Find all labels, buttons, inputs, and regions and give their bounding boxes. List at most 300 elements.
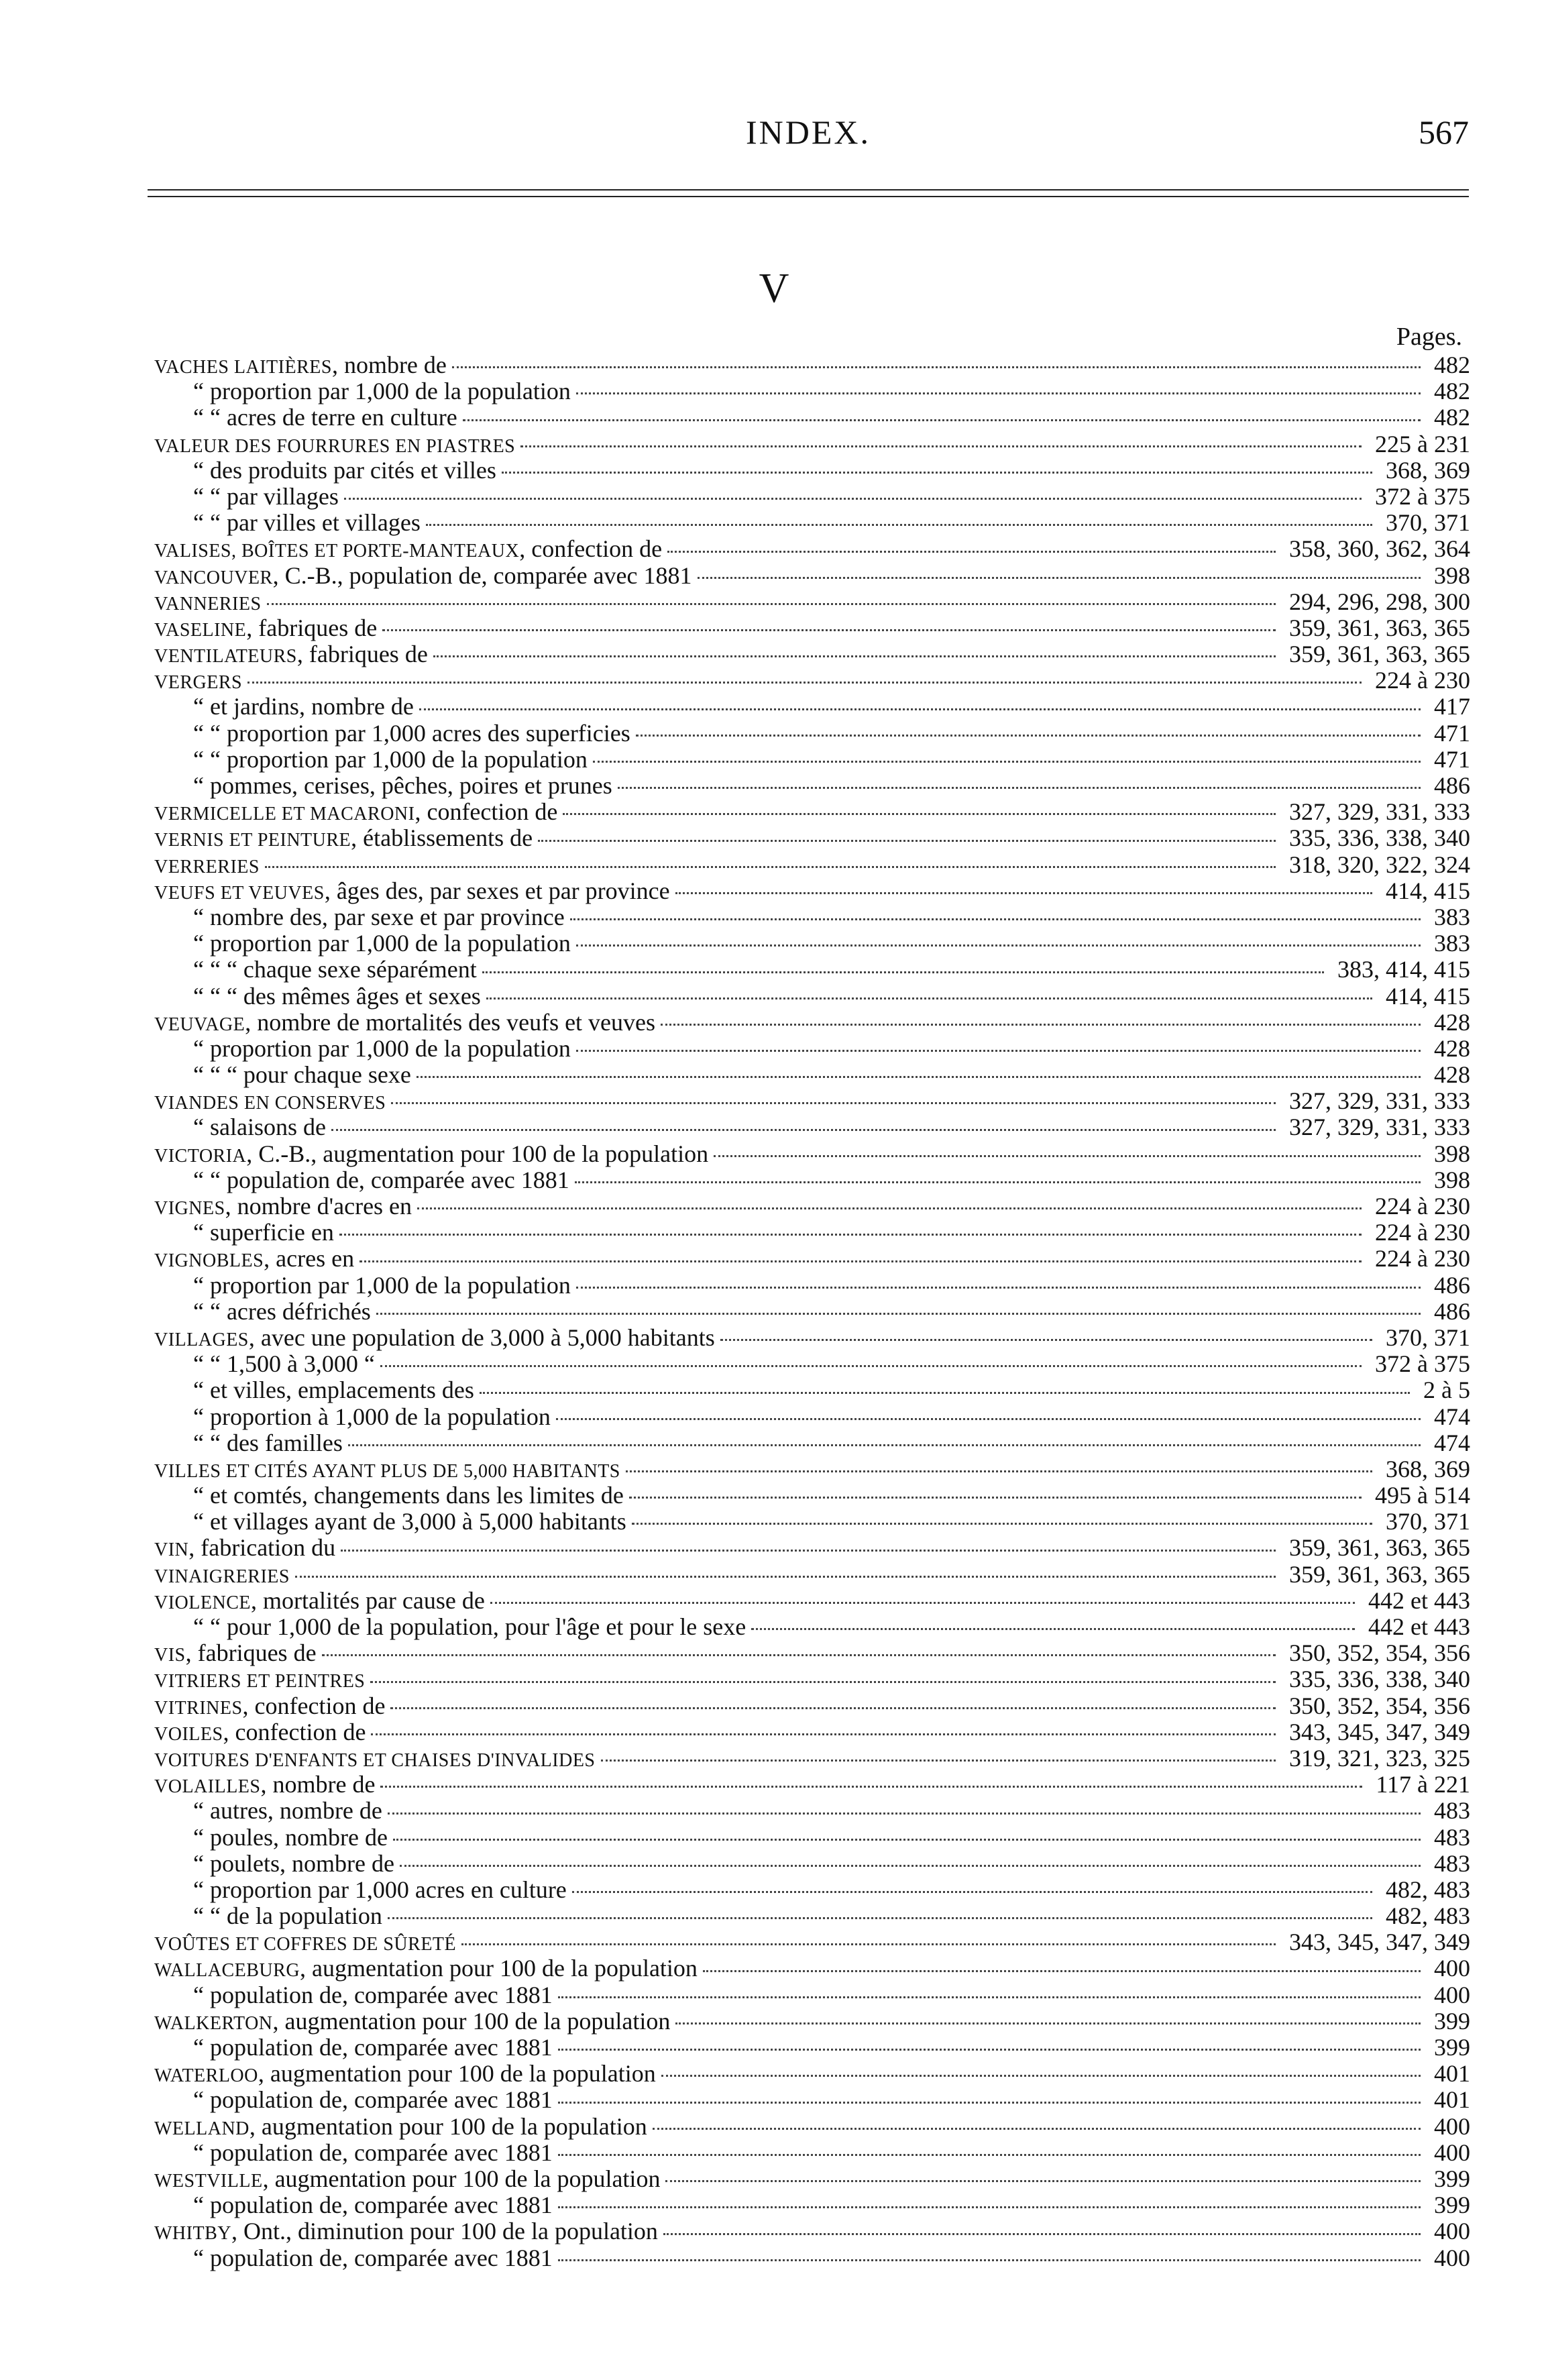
entry-label (154, 1587, 485, 1614)
entry-text: “ population de, comparée avec 1881 (193, 2034, 553, 2061)
entry-label (154, 1508, 626, 1535)
entry-label (154, 1824, 388, 1851)
entry-label (154, 431, 515, 457)
entry-label (154, 588, 262, 615)
dot-leader (629, 1497, 1362, 1499)
index-entry (154, 1456, 1470, 1482)
entry-text: “ population de, comparée avec 1881 (193, 1981, 553, 2008)
dot-leader (382, 629, 1276, 631)
dot-leader (636, 735, 1421, 737)
dot-leader (388, 1813, 1421, 1815)
dot-leader (417, 1207, 1362, 1209)
dot-leader (502, 472, 1372, 474)
entry-pages: 327, 329, 331, 333 (1285, 1114, 1470, 1140)
entry-pages: 483 (1430, 1825, 1470, 1851)
index-entry (154, 2087, 1470, 2113)
dot-leader (563, 813, 1276, 815)
entry-label (154, 851, 260, 878)
entry-text: , fabriques de (185, 1639, 317, 1667)
dot-leader (380, 1786, 1362, 1788)
entry-label (154, 1193, 412, 1220)
index-entry (154, 378, 1470, 404)
dot-leader (626, 1470, 1372, 1472)
entry-label (154, 2113, 647, 2140)
entry-label (154, 535, 662, 562)
entry-heading: VIS (154, 1645, 186, 1666)
entry-label (154, 2034, 553, 2061)
entry-text: , nombre de (331, 351, 447, 378)
index-entry (154, 1246, 1470, 1272)
entry-text: , nombre d'acres en (225, 1193, 412, 1220)
entry-text: , augmentation pour 100 de la population (249, 2112, 647, 2140)
index-entry (154, 510, 1470, 536)
entry-text: “ “ par villes et villages (193, 509, 421, 537)
entry-label (154, 2165, 660, 2192)
entry-text: “ et jardins, nombre de (193, 693, 414, 720)
entry-label (154, 1876, 567, 1903)
entry-label (154, 983, 481, 1010)
entry-pages: 398 (1430, 1141, 1470, 1167)
entry-pages: 343, 345, 347, 349 (1285, 1929, 1470, 1955)
entry-text: , nombre de mortalités des veufs et veuves (245, 1008, 656, 1036)
dot-leader (576, 1287, 1421, 1289)
entry-label (154, 1719, 366, 1745)
entry-pages: 327, 329, 331, 333 (1285, 1088, 1470, 1114)
entry-text: “ “ “ chaque sexe séparément (193, 956, 477, 983)
entry-text: “ “ population de, comparée avec 1881 (193, 1166, 569, 1193)
entry-text: , augmentation pour 100 de la population (300, 1955, 698, 1982)
index-entry (154, 431, 1470, 457)
index-entry (154, 2035, 1470, 2061)
index-entry (154, 615, 1470, 641)
entry-label (154, 641, 428, 667)
entry-text: , confection de (223, 1718, 366, 1745)
entry-label (154, 1167, 569, 1193)
dot-leader (390, 1707, 1276, 1709)
entry-heading: VICTORIA (154, 1145, 247, 1167)
index-entry (154, 484, 1470, 510)
entry-text: , confection de (519, 535, 663, 563)
index-entry (154, 1666, 1470, 1692)
dot-leader (482, 971, 1324, 973)
entry-label (154, 772, 612, 799)
entry-heading: VALEUR DES FOURRURES EN PIASTRES (154, 435, 516, 457)
index-entry (154, 1088, 1470, 1114)
entry-pages: 358, 360, 362, 364 (1285, 536, 1470, 562)
pages-column-heading: Pages. (1396, 323, 1462, 351)
index-entry (154, 852, 1470, 878)
entry-label (154, 1982, 553, 2008)
dot-leader (341, 1550, 1276, 1552)
index-entry (154, 957, 1470, 983)
entry-text: “ et villes, emplacements des (193, 1376, 474, 1404)
entry-label (154, 2218, 658, 2244)
entry-label (154, 1061, 411, 1088)
entry-label (154, 457, 496, 484)
index-entry (154, 825, 1470, 851)
entry-label (154, 1534, 335, 1561)
index-entry (154, 694, 1470, 720)
index-entry (154, 1851, 1470, 1877)
entry-text: , confection de (242, 1692, 386, 1719)
entry-pages: 370, 371 (1382, 1509, 1470, 1535)
entry-pages: 486 (1430, 773, 1470, 799)
index-entry (154, 2061, 1470, 2087)
entry-text: “ proportion à 1,000 de la population (193, 1403, 551, 1430)
entry-label (154, 1639, 317, 1666)
entry-heading: VOITURES D'ENFANTS ET CHAISES D'INVALIDES (154, 1749, 596, 1771)
entry-text: , C.-B., augmentation pour 100 de la population (246, 1140, 709, 1167)
index-entry (154, 747, 1470, 773)
entry-heading: VITRIERS ET PEINTRES (154, 1671, 366, 1692)
index-entry (154, 1299, 1470, 1325)
dot-leader (370, 1681, 1276, 1683)
dot-leader (463, 419, 1421, 421)
index-entry (154, 799, 1470, 825)
entry-label (154, 1087, 386, 1114)
dot-leader (558, 2206, 1421, 2208)
index-entry (154, 2166, 1470, 2192)
dot-leader (653, 2128, 1421, 2130)
entry-pages: 400 (1430, 2218, 1470, 2244)
dot-leader (490, 1602, 1355, 1604)
dot-leader (295, 1576, 1276, 1578)
dot-leader (632, 1523, 1372, 1525)
entry-label (154, 351, 447, 378)
entry-label (154, 956, 477, 983)
entry-label (154, 1009, 655, 1036)
entry-pages: 224 à 230 (1371, 667, 1470, 694)
index-entry (154, 2218, 1470, 2244)
index-entry (154, 878, 1470, 904)
entry-heading: VITRINES (154, 1697, 243, 1719)
entry-pages: 383 (1430, 904, 1470, 930)
dot-leader (570, 918, 1421, 920)
index-entry (154, 930, 1470, 957)
dot-leader (667, 551, 1276, 553)
index-entry (154, 641, 1470, 667)
entry-label (154, 667, 242, 694)
entry-label (154, 1745, 596, 1772)
dot-leader (417, 1076, 1421, 1078)
entry-label (154, 1219, 334, 1246)
dot-leader (661, 2075, 1421, 2077)
dot-leader (265, 866, 1276, 868)
dot-leader (452, 366, 1421, 368)
entry-text: “ “ 1,500 à 3,000 “ (193, 1350, 375, 1378)
index-entry (154, 1562, 1470, 1588)
index-entry (154, 1614, 1470, 1640)
entry-text: “ “ de la population (193, 1902, 382, 1930)
entry-pages: 474 (1430, 1404, 1470, 1430)
entry-pages: 224 à 230 (1371, 1246, 1470, 1272)
entry-pages: 442 et 443 (1364, 1588, 1470, 1614)
entry-pages: 399 (1430, 2008, 1470, 2035)
dot-leader (703, 1970, 1421, 1972)
dot-leader (575, 1181, 1421, 1183)
entry-pages: 225 à 231 (1371, 431, 1470, 457)
entry-pages: 482 (1430, 404, 1470, 431)
index-entry (154, 1114, 1470, 1140)
entry-text: “ et villages ayant de 3,000 à 5,000 habitants (193, 1508, 626, 1535)
index-entry (154, 1273, 1470, 1299)
dot-leader (572, 1891, 1372, 1893)
entry-pages: 383 (1430, 930, 1470, 957)
dot-leader (480, 1392, 1410, 1394)
dot-leader (344, 498, 1362, 500)
entry-label (154, 404, 457, 431)
entry-pages: 359, 361, 363, 365 (1285, 641, 1470, 667)
entry-heading: VOILES (154, 1723, 223, 1745)
entry-pages: 335, 336, 338, 340 (1285, 1666, 1470, 1692)
entry-pages: 400 (1430, 1955, 1470, 1982)
entry-label (154, 746, 588, 773)
entry-text: “ proportion par 1,000 de la population (193, 1034, 571, 1062)
entry-label (154, 2060, 656, 2087)
index-entry (154, 904, 1470, 930)
entry-pages: 399 (1430, 2192, 1470, 2218)
entry-pages: 400 (1430, 2140, 1470, 2166)
entry-text: “ “ “ des mêmes âges et sexes (193, 982, 481, 1010)
entry-heading: VERGERS (154, 672, 243, 694)
entry-text: “ et comtés, changements dans les limites de (193, 1482, 624, 1509)
entry-text: “ “ pour 1,000 de la population, pour l'âge et pour le sexe (193, 1613, 747, 1640)
entry-text: “ nombre des, par sexe et par province (193, 903, 565, 930)
entry-heading: VILLAGES (154, 1329, 249, 1350)
entry-label (154, 614, 377, 641)
entry-label (154, 2139, 553, 2166)
index-entry (154, 1351, 1470, 1377)
dot-leader (576, 392, 1421, 394)
index-entry (154, 1325, 1470, 1351)
entry-pages: 399 (1430, 2035, 1470, 2061)
index-entry (154, 1535, 1470, 1561)
entry-text: , augmentation pour 100 de la population (262, 2165, 661, 2192)
index-entry (154, 1062, 1470, 1088)
entry-heading: VACHES LAITIÈRES (154, 357, 332, 378)
entry-heading: WATERLOO (154, 2065, 258, 2087)
dot-leader (348, 1444, 1421, 1446)
dot-leader (520, 445, 1362, 447)
index-entry (154, 1588, 1470, 1614)
index-entry (154, 1167, 1470, 1193)
entry-heading: VILLES ET CITÉS AYANT PLUS DE 5,000 HABITANTS (154, 1460, 620, 1482)
index-entry (154, 1640, 1470, 1666)
entry-heading: VERMICELLE ET MACARONI (154, 804, 415, 825)
double-rule-divider (148, 189, 1469, 197)
entry-pages: 414, 415 (1382, 983, 1470, 1010)
page-number: 567 (1419, 113, 1469, 151)
entry-heading: VEUFS ET VEUVES (154, 882, 325, 904)
entry-heading: VIOLENCE (154, 1592, 251, 1613)
entry-heading: VIANDES EN CONSERVES (154, 1093, 386, 1114)
entry-pages: 483 (1430, 1851, 1470, 1877)
entry-pages: 474 (1430, 1430, 1470, 1456)
dot-leader (558, 2049, 1421, 2051)
entry-pages: 486 (1430, 1299, 1470, 1325)
entry-text: , établissements de (351, 824, 533, 852)
entry-heading: VEUVAGE (154, 1014, 245, 1035)
entry-label (154, 1929, 456, 1955)
entry-text: “ proportion par 1,000 de la population (193, 378, 571, 405)
entry-pages: 335, 336, 338, 340 (1285, 825, 1470, 851)
entry-pages: 368, 369 (1382, 457, 1470, 484)
index-entry (154, 2245, 1470, 2271)
entry-text: , confection de (414, 798, 558, 826)
entry-label (154, 1114, 326, 1140)
entry-pages: 428 (1430, 1036, 1470, 1062)
entry-text: , mortalités par cause de (250, 1586, 485, 1614)
entry-pages: 428 (1430, 1010, 1470, 1036)
entry-label (154, 1850, 394, 1877)
dot-leader (601, 1760, 1276, 1762)
entry-label (154, 904, 565, 930)
entry-pages: 294, 296, 298, 300 (1285, 589, 1470, 615)
entry-pages: 482, 483 (1382, 1877, 1470, 1903)
index-entry (154, 1482, 1470, 1509)
index-entry (154, 563, 1470, 589)
dot-leader (339, 1234, 1362, 1236)
entry-text: , âges des, par sexes et par province (324, 877, 670, 904)
entry-heading: WELLAND (154, 2118, 250, 2139)
dot-leader (461, 1943, 1276, 1945)
dot-leader (247, 682, 1362, 684)
entry-pages: 399 (1430, 2166, 1470, 2192)
entry-label (154, 378, 571, 404)
entry-label (154, 1456, 620, 1482)
dot-leader (698, 577, 1421, 579)
entry-text: “ population de, comparée avec 1881 (193, 2086, 553, 2114)
entry-text: , augmentation pour 100 de la population (258, 2060, 656, 2088)
index-entry (154, 1772, 1470, 1798)
entry-text: “ proportion par 1,000 de la population (193, 930, 571, 957)
entry-label (154, 1482, 624, 1509)
dot-leader (663, 2233, 1421, 2235)
index-entry (154, 1377, 1470, 1403)
dot-leader (360, 1260, 1362, 1262)
index-entry (154, 1404, 1470, 1430)
entry-heading: WHITBY (154, 2223, 231, 2244)
entry-heading: WALKERTON (154, 2012, 273, 2034)
index-entry (154, 1193, 1470, 1220)
entry-text: “ salaisons de (193, 1114, 326, 1141)
entry-label (154, 1429, 343, 1456)
index-entry (154, 1798, 1470, 1824)
dot-leader (675, 892, 1372, 894)
dot-leader (576, 944, 1421, 946)
dot-leader (391, 1102, 1276, 1104)
entry-label (154, 1613, 746, 1640)
entry-pages: 398 (1430, 1167, 1470, 1193)
entry-label (154, 1350, 375, 1377)
entry-label (154, 2244, 553, 2271)
index-entry (154, 667, 1470, 694)
entry-pages: 383, 414, 415 (1333, 957, 1470, 983)
entry-pages: 486 (1430, 1273, 1470, 1299)
dot-leader (331, 1129, 1276, 1131)
entry-text: “ “ “ pour chaque sexe (193, 1061, 411, 1089)
entry-label (154, 1902, 382, 1929)
index-entry (154, 1430, 1470, 1456)
entry-pages: 368, 369 (1382, 1456, 1470, 1482)
index-entry (154, 1141, 1470, 1167)
entry-pages: 398 (1430, 563, 1470, 589)
entry-pages: 483 (1430, 1798, 1470, 1824)
entry-label (154, 2086, 553, 2113)
entry-label (154, 1298, 371, 1325)
entry-heading: WALLACEBURG (154, 1960, 300, 1982)
entry-label (154, 1140, 708, 1167)
entry-pages: 442 et 443 (1364, 1614, 1470, 1640)
index-entry (154, 457, 1470, 484)
entry-label (154, 720, 630, 747)
entry-label (154, 824, 533, 851)
index-entry (154, 589, 1470, 615)
index-entry (154, 536, 1470, 562)
entry-label (154, 1272, 571, 1299)
entry-pages: 495 à 514 (1371, 1482, 1470, 1509)
entry-pages: 471 (1430, 720, 1470, 747)
entry-pages: 482, 483 (1382, 1903, 1470, 1929)
entry-label (154, 798, 557, 825)
entry-text: “ “ par villages (193, 482, 339, 510)
entry-heading: WESTVILLE (154, 2170, 263, 2192)
entry-label (154, 1692, 385, 1719)
entry-pages: 2 à 5 (1419, 1377, 1470, 1403)
dot-leader (380, 1365, 1362, 1367)
index-entry (154, 1220, 1470, 1246)
entry-pages: 482 (1430, 378, 1470, 404)
entry-pages: 417 (1430, 694, 1470, 720)
entry-heading: VERRERIES (154, 856, 260, 877)
entry-pages: 359, 361, 363, 365 (1285, 1562, 1470, 1588)
dot-leader (720, 1339, 1372, 1341)
index-entry (154, 1955, 1470, 1982)
entry-text: , fabriques de (296, 641, 428, 668)
dot-leader (433, 655, 1276, 657)
entry-label (154, 1245, 354, 1272)
entry-label (154, 1561, 290, 1588)
index-entry (154, 1929, 1470, 1955)
index-entry (154, 1745, 1470, 1772)
entry-heading: VINAIGRERIES (154, 1566, 290, 1587)
entry-text: “ “ proportion par 1,000 de la population (193, 745, 588, 773)
entry-label (154, 930, 571, 957)
dot-leader (400, 1865, 1421, 1867)
index-entry (154, 352, 1470, 378)
entry-pages: 401 (1430, 2087, 1470, 2113)
index-entry (154, 1903, 1470, 1929)
dot-leader (675, 2022, 1421, 2024)
entry-text: “ proportion par 1,000 de la population (193, 1271, 571, 1299)
entry-text: , avec une population de 3,000 à 5,000 habitants (248, 1323, 715, 1351)
index-entries (154, 352, 1470, 2271)
entry-pages: 350, 352, 354, 356 (1285, 1640, 1470, 1666)
entry-pages: 401 (1430, 2061, 1470, 2087)
entry-pages: 428 (1430, 1062, 1470, 1088)
index-entry (154, 1509, 1470, 1535)
dot-leader (322, 1654, 1276, 1656)
index-entry (154, 1877, 1470, 1903)
dot-leader (426, 524, 1372, 526)
entry-pages: 370, 371 (1382, 1325, 1470, 1351)
index-entry (154, 1010, 1470, 1036)
entry-heading: VANNERIES (154, 593, 262, 614)
dot-leader (376, 1313, 1421, 1315)
dot-leader (714, 1155, 1421, 1157)
entry-text: , fabrication du (188, 1534, 336, 1562)
entry-pages: 370, 371 (1382, 510, 1470, 536)
